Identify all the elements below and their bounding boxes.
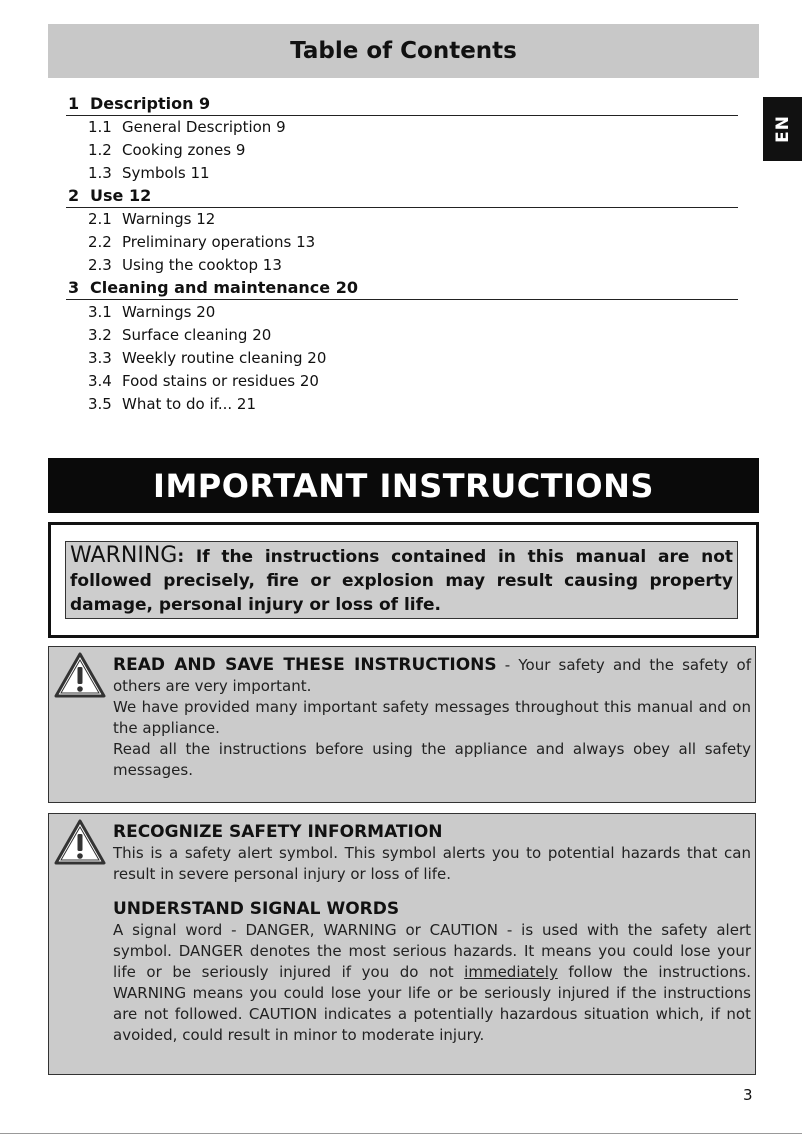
toc-section-number: 3.1 [88,303,112,321]
toc-section-1-2[interactable] [66,139,738,162]
language-tab [763,97,802,161]
toc-section-label: Preliminary operations 13 [122,233,316,251]
warning-triangle-icon [53,651,107,699]
signal-words-paragraph: A signal word - DANGER, WARNING or CAUTION - is used with the safety alert symbol. DANGER denotes the most serious hazards. It means you could lose your life or be seriously injured if you do not immediately follow the instructions. WARNING means you could lose your life or be seriously injured if the instructions are not followed. CAUTION indicates a potentially hazardous situation which, if not avoided, could result in minor to moderate injury. [113,921,751,1044]
page-bottom-divider [0,1133,802,1134]
read-save-paragraph-3: Read all the instructions before using the appliance and always obey all safety messages. [113,740,751,779]
toc-chapter-label: Cleaning and maintenance 20 [90,278,358,297]
toc-section-2-1[interactable] [66,208,738,231]
toc-chapter-number: 2 [68,186,80,205]
toc-section-label: What to do if... 21 [122,395,256,413]
immediately-emphasis: immediately [464,963,558,981]
table-of-contents [66,93,738,416]
toc-section-1-3[interactable] [66,162,738,185]
read-save-instructions-box [48,646,756,803]
toc-section-label: General Description 9 [122,118,286,136]
toc-chapter-2[interactable] [66,185,738,208]
read-save-intro: - Your safety and the safety of others are very important. [113,656,752,695]
language-tab-label: EN [772,115,793,143]
warning-text-block [65,541,738,619]
toc-section-label: Using the cooktop 13 [122,256,282,274]
toc-section-number: 1.1 [88,118,112,136]
toc-section-3-5[interactable] [66,393,738,416]
toc-section-2-3[interactable] [66,254,738,277]
toc-section-label: Surface cleaning 20 [122,326,272,344]
warning-box [48,522,759,638]
toc-section-number: 2.2 [88,233,112,251]
important-instructions-title: IMPORTANT INSTRUCTIONS [153,466,654,505]
toc-section-number: 3.5 [88,395,112,413]
toc-section-3-1[interactable] [66,301,738,324]
warning-triangle-icon [53,818,107,866]
toc-section-number: 3.3 [88,349,112,367]
toc-section-number: 1.2 [88,141,112,159]
toc-section-2-2[interactable] [66,231,738,254]
toc-chapter-label: Use 12 [90,186,152,205]
toc-section-1-1[interactable] [66,116,738,139]
toc-section-number: 2.1 [88,210,112,228]
toc-section-3-2[interactable] [66,324,738,347]
toc-title: Table of Contents [290,38,517,64]
toc-section-label: Symbols 11 [122,164,210,182]
toc-chapter-3[interactable] [66,277,738,300]
toc-chapter-1[interactable] [66,93,738,116]
warning-word: WARNING [70,543,178,568]
signal-words-heading: UNDERSTAND SIGNAL WORDS [113,899,400,919]
toc-section-label: Warnings 20 [122,303,216,321]
read-save-paragraph-2: We have provided many important safety messages throughout this manual and on the appliance. [113,698,751,737]
safety-information-box [48,813,756,1075]
recognize-safety-heading: RECOGNIZE SAFETY INFORMATION [113,822,443,842]
toc-section-number: 3.4 [88,372,112,390]
recognize-safety-paragraph: This is a safety alert symbol. This symbol alerts you to potential hazards that can result in severe personal injury or loss of life. [113,844,751,883]
toc-chapter-label: Description 9 [90,94,211,113]
toc-section-3-3[interactable] [66,347,738,370]
toc-section-label: Cooking zones 9 [122,141,246,159]
toc-section-number: 1.3 [88,164,112,182]
read-save-text [113,655,751,781]
read-save-heading: READ AND SAVE THESE INSTRUCTIONS [113,655,497,675]
toc-header [48,24,759,78]
toc-chapter-number: 1 [68,94,80,113]
warning-text: : If the instructions contained in this manual are not followed precisely, fire or explosion may result causing property damage, personal injury or loss of life. [70,547,733,615]
toc-section-label: Food stains or residues 20 [122,372,319,390]
safety-information-text [113,822,751,1046]
toc-section-3-4[interactable] [66,370,738,393]
toc-section-number: 3.2 [88,326,112,344]
toc-section-label: Warnings 12 [122,210,216,228]
page-number: 3 [743,1086,753,1104]
toc-section-label: Weekly routine cleaning 20 [122,349,327,367]
important-instructions-banner [48,458,759,513]
toc-section-number: 2.3 [88,256,112,274]
toc-chapter-number: 3 [68,278,80,297]
